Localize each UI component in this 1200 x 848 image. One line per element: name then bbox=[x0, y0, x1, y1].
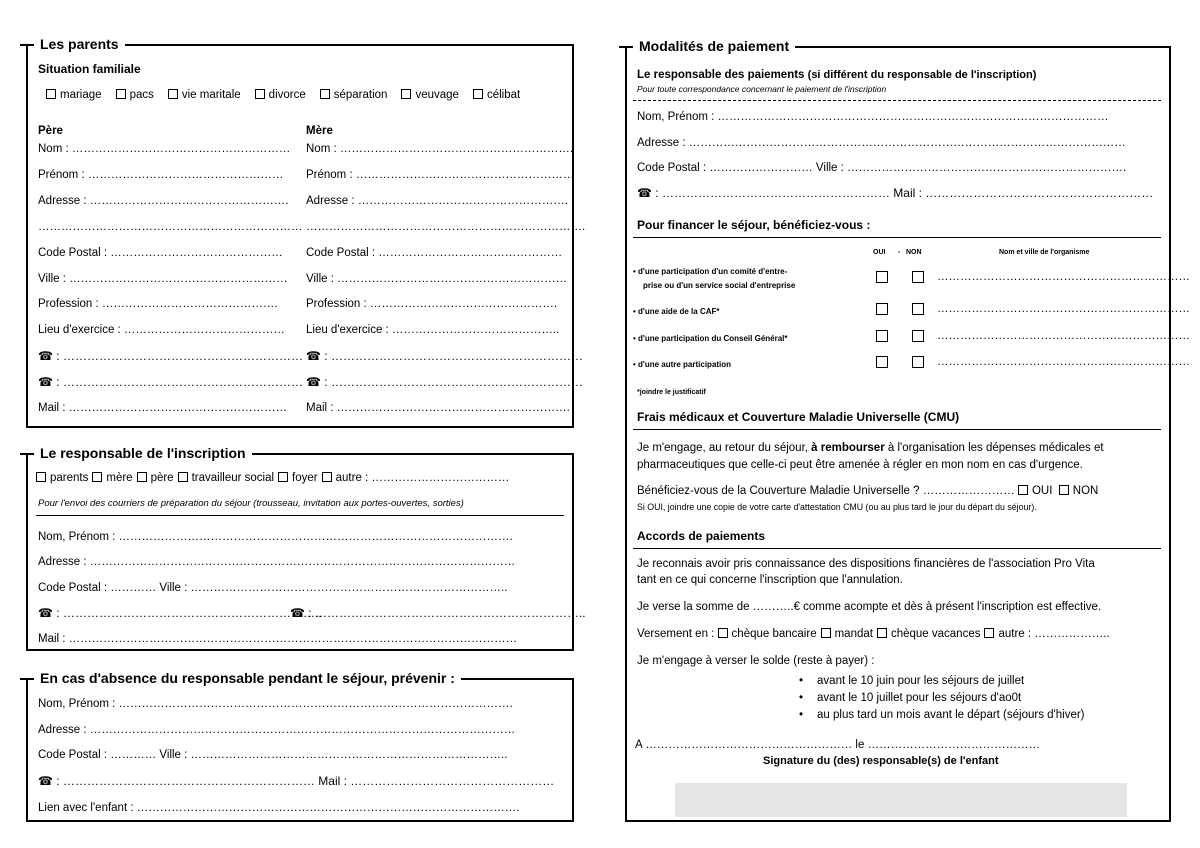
pere-field[interactable]: Ville : ………………………………………………… bbox=[38, 272, 288, 285]
inscription-phone-field[interactable]: ☎ : ……………………………………………………….. bbox=[38, 606, 322, 620]
inscription-option-label: autre : ……………………………… bbox=[335, 472, 510, 484]
a-le-field[interactable]: A ……………………………………………… le ……………………………………… bbox=[635, 739, 1041, 751]
paiement-cp-ville-field[interactable]: Code Postal : ……………………… Ville : ………………………………………………………………. bbox=[637, 162, 1127, 174]
checkbox-icon[interactable] bbox=[320, 89, 330, 99]
checkbox-icon[interactable] bbox=[36, 472, 46, 482]
frais-text-1c: à l'organisation les dépenses médicales et bbox=[884, 442, 1104, 454]
checkbox-icon[interactable] bbox=[1018, 485, 1028, 495]
aide-label: • d'une participation d'un comité d'entre- bbox=[633, 267, 788, 276]
accords-text-1: Je reconnais avoir pris connaissance des dispositions financières de l'association Pro Vita bbox=[637, 558, 1095, 570]
situation-option-label: mariage bbox=[60, 89, 102, 101]
checkbox-icon[interactable] bbox=[322, 472, 332, 482]
versement-option-label: mandat bbox=[834, 628, 873, 640]
inscription-option[interactable] bbox=[36, 472, 88, 484]
aide-organisme-field[interactable]: ………………………………………………………… bbox=[937, 271, 1190, 283]
checkbox-icon[interactable] bbox=[718, 628, 728, 638]
pere-field[interactable]: Mail : ………………………………………………… bbox=[38, 402, 288, 414]
absence-section bbox=[26, 670, 574, 822]
frais-text-1a: Je m'engage, au retour du séjour, bbox=[637, 442, 812, 454]
inscription-adresse-field[interactable]: Adresse : ………………………………………………………………………………………………… bbox=[38, 556, 516, 568]
situation-option[interactable] bbox=[255, 89, 306, 101]
absence-nom-field[interactable]: Nom, Prénom : …………………………………………………………………………………………. bbox=[38, 698, 513, 710]
col-sep: - bbox=[898, 249, 901, 256]
inscription-option[interactable] bbox=[178, 472, 274, 484]
pere-field[interactable]: Prénom : …………………………………………… bbox=[38, 168, 284, 181]
resp-paiement-title-suffix: (si différent du responsable de l'inscription) bbox=[807, 69, 1037, 81]
absence-lien-field[interactable]: Lien avec l'enfant : ………………………………………………………………………………………. bbox=[38, 802, 520, 814]
checkbox-icon[interactable] bbox=[178, 472, 188, 482]
signature-label: Signature du (des) responsable(s) de l'enfant bbox=[763, 755, 999, 767]
bullet-icon: • bbox=[799, 709, 804, 721]
checkbox-icon[interactable] bbox=[821, 628, 831, 638]
solde-text: Je m'engage à verser le solde (reste à payer) : bbox=[637, 655, 875, 667]
inscription-option-label: travailleur social bbox=[191, 472, 275, 484]
checkbox-icon[interactable] bbox=[877, 628, 887, 638]
cmu-non-label: NON bbox=[1072, 485, 1099, 497]
cmu-non-option[interactable] bbox=[1059, 485, 1099, 497]
bullet-icon: • bbox=[799, 675, 804, 687]
cmu-oui-option[interactable] bbox=[1018, 485, 1052, 497]
paiement-section bbox=[625, 38, 1190, 822]
aide-non-checkbox[interactable] bbox=[912, 330, 924, 342]
checkbox-icon[interactable] bbox=[1059, 485, 1069, 495]
mere-field[interactable]: Ville : …………………………………………………… bbox=[306, 272, 568, 285]
bullet-icon: • bbox=[799, 692, 804, 704]
situation-option[interactable] bbox=[401, 89, 458, 101]
versement-option-label: autre : ……………….. bbox=[998, 628, 1110, 640]
aide-non-checkbox[interactable] bbox=[912, 356, 924, 368]
aide-oui-checkbox[interactable] bbox=[876, 330, 888, 342]
col-organisme: Nom et ville de l'organisme bbox=[999, 249, 1090, 256]
pere-field[interactable]: Profession : ………………………………………. bbox=[38, 298, 278, 311]
resp-paiement-title bbox=[637, 68, 1036, 82]
divider bbox=[633, 548, 1161, 549]
divider bbox=[633, 429, 1161, 430]
solde-item-text: avant le 10 juillet pour les séjours d'ao0t bbox=[817, 692, 1022, 704]
aide-oui-checkbox[interactable] bbox=[876, 303, 888, 315]
aide-label: • d'une aide de la CAF* bbox=[633, 307, 720, 316]
checkbox-icon[interactable] bbox=[116, 89, 126, 99]
inscription-cp-ville-field[interactable]: Code Postal : ………… Ville : ……………………………………………………………………….. bbox=[38, 582, 508, 594]
resp-paiement-title-main: Le responsable des paiements bbox=[637, 69, 805, 81]
mere-field[interactable]: ☎ : ……………………………………………………… bbox=[306, 375, 583, 390]
versement-option-label: chèque bancaire bbox=[731, 628, 817, 640]
justificatif-note: *joindre le justificatif bbox=[637, 389, 706, 396]
col-oui: OUI bbox=[873, 249, 886, 256]
col-non: NON bbox=[906, 249, 922, 256]
inscription-mail-field[interactable]: Mail : ……………………………………………………………………………………………………… bbox=[38, 633, 518, 645]
cmu-oui-label: OUI bbox=[1031, 485, 1053, 497]
parents-title: Les parents bbox=[34, 35, 125, 53]
parents-section bbox=[26, 36, 586, 428]
mere-field[interactable]: Adresse : ………………………………………………. bbox=[306, 194, 568, 207]
inscription-option-label: parents bbox=[50, 472, 89, 484]
pere-field[interactable]: ☎ : …………………………………………………… bbox=[38, 349, 303, 364]
aide-non-checkbox[interactable] bbox=[912, 271, 924, 283]
situation-option-label: séparation bbox=[333, 89, 388, 101]
aide-organisme-field[interactable]: ………………………………………………………… bbox=[937, 303, 1190, 315]
inscription-phone2-field[interactable]: ☎ : ………………………………………………………….. bbox=[290, 606, 586, 620]
absence-cp-ville-field[interactable]: Code Postal : ………… Ville : ……………………………………………………………………….. bbox=[38, 749, 508, 761]
divider bbox=[36, 515, 564, 516]
inscription-option-label: père bbox=[150, 472, 174, 484]
inscription-option[interactable] bbox=[322, 472, 510, 484]
situation-options bbox=[46, 88, 534, 102]
pere-field[interactable]: Lieu d'exercice : …………………………………… bbox=[38, 324, 285, 337]
aide-non-checkbox[interactable] bbox=[912, 303, 924, 315]
versement-option[interactable] bbox=[718, 628, 817, 640]
situation-option-label: célibat bbox=[486, 89, 521, 101]
inscription-option[interactable] bbox=[92, 472, 132, 484]
pere-title: Père bbox=[38, 125, 63, 137]
inscription-option[interactable] bbox=[278, 472, 318, 484]
inscription-option-label: foyer bbox=[292, 472, 318, 484]
paiement-phone-mail-field[interactable]: ☎ : ………………………………………………… Mail : ………………………………………………… bbox=[637, 186, 1154, 200]
solde-item bbox=[799, 691, 1021, 705]
versement-options bbox=[637, 627, 1114, 641]
checkbox-icon[interactable] bbox=[255, 89, 265, 99]
solde-item-text: au plus tard un mois avant le départ (séjours d'hiver) bbox=[817, 709, 1085, 721]
situation-option[interactable] bbox=[46, 89, 102, 101]
inscription-section bbox=[26, 445, 586, 651]
absence-phone-mail-field[interactable]: ☎ : ……………………………………………………… Mail : …………………………………………… bbox=[38, 774, 555, 788]
mere-field[interactable]: Prénom : ………………………………………………… bbox=[306, 168, 575, 181]
checkbox-icon[interactable] bbox=[92, 472, 102, 482]
inscription-option[interactable] bbox=[137, 472, 174, 484]
inscription-option-label: mère bbox=[106, 472, 133, 484]
paiement-adresse-field[interactable]: Adresse : …………………………………………………………………………………………………… bbox=[637, 137, 1126, 149]
pere-field[interactable]: …………………………………………………………… bbox=[38, 220, 303, 233]
aide-label: • d'une participation du Conseil Général* bbox=[633, 334, 788, 343]
situation-option[interactable] bbox=[473, 89, 520, 101]
versement-label: Versement en : bbox=[637, 628, 718, 640]
mere-field[interactable]: Code Postal : ………………………………………… bbox=[306, 246, 563, 259]
checkbox-icon[interactable] bbox=[473, 89, 483, 99]
inscription-options bbox=[36, 471, 513, 485]
inscription-title: Le responsable de l'inscription bbox=[34, 444, 252, 462]
situation-option[interactable] bbox=[116, 89, 154, 101]
situation-option-label: veuvage bbox=[415, 89, 459, 101]
resp-paiement-note: Pour toute correspondance concernant le paiement de l'inscription bbox=[637, 84, 887, 94]
aide-organisme-field[interactable]: ………………………………………………………… bbox=[937, 356, 1190, 368]
frais-title: Frais médicaux et Couverture Maladie Universelle (CMU) bbox=[637, 410, 960, 424]
absence-title: En cas d'absence du responsable pendant le séjour, prévenir : bbox=[34, 669, 461, 687]
mere-field[interactable]: ☎ : ……………………………………………………… bbox=[306, 349, 583, 364]
divider bbox=[633, 237, 1161, 238]
situation-option[interactable] bbox=[168, 89, 241, 101]
pere-field[interactable]: Code Postal : ……………………………………… bbox=[38, 246, 283, 259]
mere-field[interactable]: Nom : ……………………………………………………. bbox=[306, 143, 574, 155]
situation-option-label: pacs bbox=[129, 89, 154, 101]
mere-field[interactable]: ………………………………………………………………. bbox=[306, 220, 586, 233]
frais-text-2: pharmaceutiques que celle-ci peut être amenée à régler en mon nom en cas d'urgence. bbox=[637, 459, 1083, 471]
aide-oui-checkbox[interactable] bbox=[876, 271, 888, 283]
cmu-note: Si OUI, joindre une copie de votre carte d'attestation CMU (ou au plus tard le jour du départ du séjour). bbox=[637, 502, 1037, 512]
pere-field[interactable]: Adresse : ……………………………………………. bbox=[38, 194, 289, 207]
checkbox-icon[interactable] bbox=[137, 472, 147, 482]
paiement-nom-field[interactable]: Nom, Prénom : ………………………………………………………………………………………… bbox=[637, 111, 1109, 123]
aide-organisme-field[interactable]: ………………………………………………………… bbox=[937, 330, 1190, 342]
situation-option[interactable] bbox=[320, 89, 388, 101]
mere-title: Mère bbox=[306, 125, 333, 137]
financer-title: Pour financer le séjour, bénéficiez-vous : bbox=[637, 218, 871, 232]
situation-option-label: vie maritale bbox=[181, 89, 241, 101]
cmu-question bbox=[637, 484, 1098, 498]
solde-item-text: avant le 10 juin pour les séjours de juillet bbox=[817, 675, 1025, 687]
situation-title: Situation familiale bbox=[38, 62, 141, 76]
signature-box[interactable] bbox=[675, 783, 1127, 817]
solde-item bbox=[799, 674, 1024, 688]
accords-title: Accords de paiements bbox=[637, 529, 766, 543]
checkbox-icon[interactable] bbox=[401, 89, 411, 99]
accords-text-2: tant en ce qui concerne l'inscription que l'annulation. bbox=[637, 574, 903, 586]
versement-option-label: chèque vacances bbox=[890, 628, 981, 640]
divider bbox=[633, 100, 1161, 101]
checkbox-icon[interactable] bbox=[984, 628, 994, 638]
versement-option[interactable] bbox=[877, 628, 981, 640]
mere-field[interactable]: Profession : …………………………………………. bbox=[306, 298, 558, 311]
inscription-nom-field[interactable]: Nom, Prénom : …………………………………………………………………………………………. bbox=[38, 531, 513, 543]
pere-field[interactable]: Nom : ………………………………………………… bbox=[38, 143, 291, 155]
aide-label: • d'une autre participation bbox=[633, 360, 732, 369]
aide-oui-checkbox[interactable] bbox=[876, 356, 888, 368]
pere-field[interactable]: ☎ : …………………………………………………… bbox=[38, 375, 303, 390]
somme-field[interactable]: Je verse la somme de ………..€ comme acompte et dès à présent l'inscription est effective. bbox=[637, 601, 1102, 613]
mere-field[interactable]: Lieu d'exercice : …………………………………….. bbox=[306, 324, 560, 337]
aide-label-cont: prise ou d'un service social d'entreprise bbox=[643, 281, 796, 290]
frais-rembourser: à rembourser bbox=[811, 442, 885, 454]
inscription-note: Pour l'envoi des courriers de préparation du séjour (trousseau, invitation aux portes-ouvertes, sorties) bbox=[38, 498, 464, 509]
checkbox-icon[interactable] bbox=[278, 472, 288, 482]
cmu-question-text: Bénéficiez-vous de la Couverture Maladie Universelle ? …………………… bbox=[637, 485, 1015, 497]
paiement-title: Modalités de paiement bbox=[633, 37, 795, 55]
versement-option[interactable] bbox=[984, 628, 1109, 640]
solde-item bbox=[799, 708, 1085, 722]
versement-option[interactable] bbox=[821, 628, 873, 640]
checkbox-icon[interactable] bbox=[46, 89, 56, 99]
frais-text-1 bbox=[637, 441, 1104, 455]
situation-option-label: divorce bbox=[268, 89, 306, 101]
mere-field[interactable]: Mail : ……………………………………………………. bbox=[306, 402, 570, 414]
absence-adresse-field[interactable]: Adresse : ………………………………………………………………………………………………… bbox=[38, 724, 516, 736]
checkbox-icon[interactable] bbox=[168, 89, 178, 99]
